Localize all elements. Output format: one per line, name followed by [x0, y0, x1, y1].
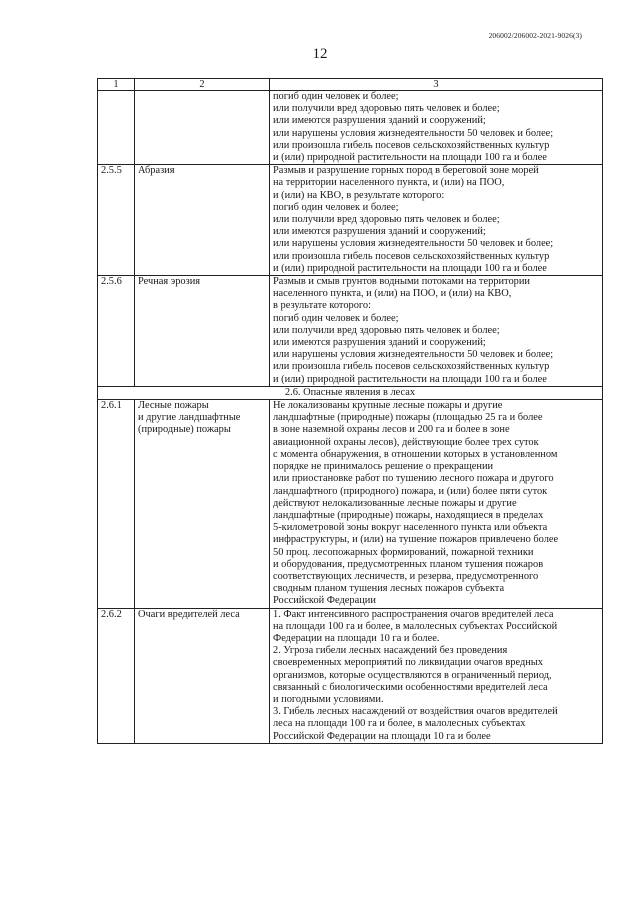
criteria-line: населенного пункта, и (или) на ПОО, и (или) на КВО,	[273, 288, 512, 300]
criteria-line: или приостановке работ по тушению лесного пожара и другого	[273, 473, 554, 485]
criteria-line: Не локализованы крупные лесные пожары и другие	[273, 400, 503, 412]
criteria-line: и (или) природной растительности на площади 100 га и более	[273, 262, 547, 274]
criteria-line: сводным планом тушения лесных пожаров субъекта	[273, 583, 505, 595]
table-row	[98, 608, 603, 743]
section-heading-row	[98, 386, 603, 399]
criteria-line: Федерации на площади 10 га и более.	[273, 632, 440, 644]
column-header-3: 3	[270, 79, 603, 91]
criteria-line: с момента обнаружения, в отношении которых в установленном	[273, 448, 558, 460]
criteria-line: или получили вред здоровью пять человек и более;	[273, 214, 500, 226]
criteria-line: Размыв и смыв грунтов водными потоками на территории	[273, 276, 530, 288]
criteria-line: или нарушены условия жизнедеятельности 50 человек и более;	[273, 349, 554, 361]
item-name-line: Лесные пожары	[138, 400, 209, 412]
criteria-line: организмов, которые осуществляются в ограниченный период,	[273, 669, 552, 681]
criteria-line: 50 проц. лесопожарных формирований, пожарной техники	[273, 546, 534, 558]
criteria-line: погиб один человек и более;	[273, 201, 399, 213]
criteria-line: порядке не принималось решение о прекращении	[273, 461, 494, 473]
criteria-line: Российской Федерации	[273, 595, 376, 607]
criteria-line: связанный с биологическими особенностями вредителей леса	[273, 681, 548, 693]
criteria-line: в результате которого:	[273, 300, 372, 312]
item-criteria	[270, 400, 603, 608]
item-name	[135, 165, 270, 276]
column-header-2: 2	[135, 79, 270, 91]
table-row	[98, 91, 603, 165]
criteria-line: или получили вред здоровью пять человек и более;	[273, 324, 500, 336]
item-name-line: и другие ландшафтные	[138, 412, 241, 424]
document-code: 206002/206002-2021-9026(3)	[488, 31, 582, 40]
criteria-line: в зоне наземной охраны лесов и 200 га и более в зоне	[273, 424, 510, 436]
item-name	[135, 276, 270, 387]
criteria-line: или произошла гибель посевов сельскохозяйственных культур	[273, 361, 550, 373]
criteria-line: ландшафтные (природные) пожары, находящиеся в пределах	[273, 509, 544, 521]
item-criteria	[270, 608, 603, 743]
criteria-line: Размыв и разрушение горных пород в береговой зоне морей	[273, 165, 539, 177]
item-name-line: Очаги вредителей леса	[138, 608, 240, 620]
criteria-line: или произошла гибель посевов сельскохозяйственных культур	[273, 139, 550, 151]
page-number: 12	[312, 46, 328, 62]
criteria-line: Российской Федерации на площади 10 га и более	[273, 730, 491, 742]
criteria-line: или имеются разрушения зданий и сооружений;	[273, 337, 486, 349]
criteria-line: ландшафтные (природные) пожары (площадью 25 га и более	[273, 412, 543, 424]
criteria-line: 5-километровой зоны вокруг населенного пункта или объекта	[273, 522, 548, 534]
criteria-line: или имеются разрушения зданий и сооружений;	[273, 226, 486, 238]
criteria-line: и (или) природной растительности на площади 100 га и более	[273, 373, 547, 385]
item-number	[98, 91, 135, 165]
item-number: 2.5.5	[98, 165, 135, 276]
criteria-line: или нарушены условия жизнедеятельности 50 человек и более;	[273, 238, 554, 250]
criteria-line: или получили вред здоровью пять человек и более;	[273, 103, 500, 115]
criteria-line: 3. Гибель лесных насаждений от воздействия очагов вредителей	[273, 706, 558, 718]
item-name-line: Речная эрозия	[138, 276, 201, 288]
criteria-line: погиб один человек и более;	[273, 91, 399, 102]
criteria-line: и (или) природной растительности на площади 100 га и более	[273, 152, 547, 164]
table-row	[98, 400, 603, 608]
item-name-line: Абразия	[138, 165, 175, 177]
criteria-line: погиб один человек и более;	[273, 312, 399, 324]
criteria-line: на территории населенного пункта, и (или) на ПОО,	[273, 177, 505, 189]
criteria-line: 1. Факт интенсивного распространения очагов вредителей леса	[273, 608, 554, 620]
item-name	[135, 91, 270, 165]
item-number: 2.6.1	[98, 400, 135, 608]
item-number: 2.6.2	[98, 608, 135, 743]
criteria-line: соответствующих лесничеств, и резерва, предусмотренного	[273, 570, 539, 582]
criteria-line: на площади 100 га и более, в малолесных субъектах Российской	[273, 620, 558, 632]
criteria-line: своевременных мероприятий по ликвидации очагов вредных	[273, 657, 543, 669]
criteria-line: леса на площади 100 га и более, в малолесных субъектах	[273, 718, 526, 730]
item-name	[135, 608, 270, 743]
item-criteria	[270, 91, 603, 165]
criteria-line: или произошла гибель посевов сельскохозяйственных культур	[273, 250, 550, 262]
column-header-1: 1	[98, 79, 135, 91]
table-row	[98, 276, 603, 387]
criteria-line: и погодными условиями.	[273, 693, 384, 705]
criteria-line: инфраструктуры, и (или) на тушение пожаров привлечено более	[273, 534, 559, 546]
criteria-line: и (или) на КВО, в результате которого:	[273, 189, 445, 201]
criteria-line: и оборудования, предусмотренных планом тушения пожаров	[273, 558, 544, 570]
item-number: 2.5.6	[98, 276, 135, 387]
criteria-table	[97, 78, 603, 744]
criteria-line: действуют нелокализованные лесные пожары и другие	[273, 497, 517, 509]
criteria-line: или нарушены условия жизнедеятельности 50 человек и более;	[273, 127, 554, 139]
item-name-line: (природные) пожары	[138, 424, 231, 436]
item-criteria	[270, 276, 603, 387]
criteria-line: ландшафтного (природного) пожара, и (или) более пяти суток	[273, 485, 548, 497]
section-heading: 2.6. Опасные явления в лесах	[98, 386, 603, 399]
criteria-line: авиационной охраны лесов), действующие более трех суток	[273, 436, 539, 448]
table-header-row	[98, 79, 603, 91]
item-criteria	[270, 165, 603, 276]
table-row	[98, 165, 603, 276]
criteria-line: 2. Угроза гибели лесных насаждений без проведения	[273, 645, 508, 657]
item-name	[135, 400, 270, 608]
criteria-line: или имеются разрушения зданий и сооружений;	[273, 115, 486, 127]
